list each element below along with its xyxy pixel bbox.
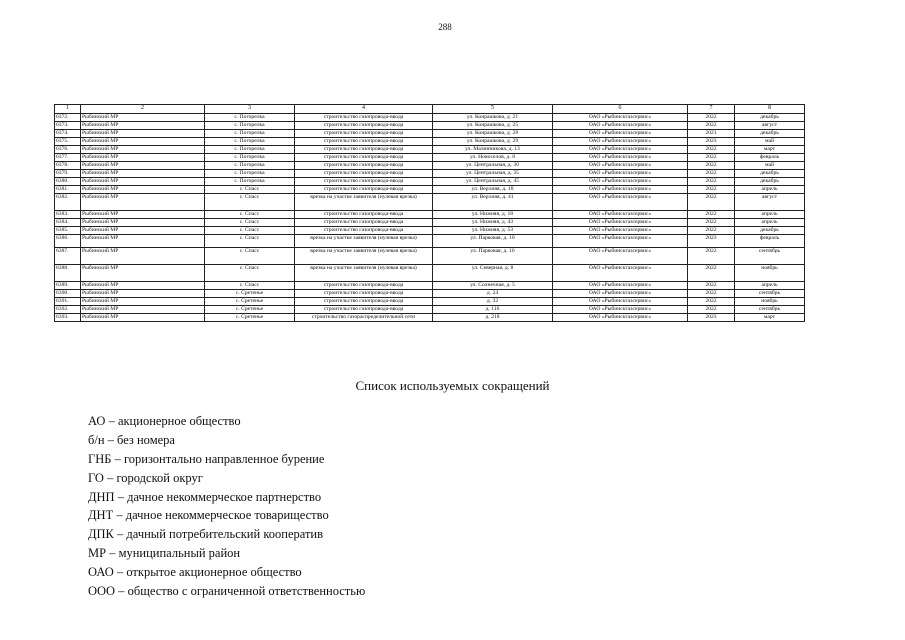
organization-cell: ОАО «Рыбинскгазсервис» <box>553 138 688 146</box>
district-cell: Рыбинский МР <box>81 306 205 314</box>
organization-cell: ОАО «Рыбинскгазсервис» <box>553 235 688 248</box>
year-cell: 2022 <box>688 282 735 290</box>
abbreviation-definition: без номера <box>117 432 175 447</box>
locality-cell: с. Погорелка <box>205 154 295 162</box>
month-cell: апрель <box>735 211 805 219</box>
work-type-cell: строительство газопровода-ввода <box>295 282 433 290</box>
district-cell: Рыбинский МР <box>81 186 205 194</box>
abbreviation-term: ГО <box>88 470 104 485</box>
work-type-cell: строительство газопровода-ввода <box>295 227 433 235</box>
month-cell: апрель <box>735 219 805 227</box>
district-cell: Рыбинский МР <box>81 146 205 154</box>
year-cell: 2022 <box>688 265 735 282</box>
work-type-cell: строительство газопровода-ввода <box>295 138 433 146</box>
row-number-cell: 6385. <box>55 227 81 235</box>
table-row <box>55 130 805 138</box>
district-cell: Рыбинский МР <box>81 282 205 290</box>
year-cell: 2022 <box>688 154 735 162</box>
work-type-cell: строительство газопровода-ввода <box>295 219 433 227</box>
month-cell: декабрь <box>735 130 805 138</box>
year-cell: 2022 <box>688 219 735 227</box>
year-cell: 2022 <box>688 186 735 194</box>
work-type-cell: врезка на участке заявителя (нулевая врезка) <box>295 265 433 282</box>
month-cell: декабрь <box>735 178 805 186</box>
page-number: 288 <box>438 22 452 32</box>
table-header-row <box>55 105 805 114</box>
work-type-cell: строительство газопровода-ввода <box>295 154 433 162</box>
abbreviation-item <box>88 469 365 488</box>
district-cell: Рыбинский МР <box>81 194 205 211</box>
month-cell: август <box>735 194 805 211</box>
district-cell: Рыбинский МР <box>81 248 205 265</box>
work-type-cell: строительство газораспределительной сети <box>295 314 433 322</box>
dash-separator: – <box>103 470 117 485</box>
abbreviation-item <box>88 506 365 525</box>
locality-cell: с. Погорелка <box>205 130 295 138</box>
work-type-cell: строительство газопровода-ввода <box>295 186 433 194</box>
organization-cell: ОАО «Рыбинскгазсервис» <box>553 186 688 194</box>
work-type-cell: строительство газопровода-ввода <box>295 178 433 186</box>
row-number-cell: 6387. <box>55 248 81 265</box>
address-cell: ул. Конрашкова, д. 29 <box>433 138 553 146</box>
column-header: 7 <box>688 105 735 114</box>
dash-separator: – <box>114 489 128 504</box>
year-cell: 2023 <box>688 314 735 322</box>
address-cell: д. 218 <box>433 314 553 322</box>
district-cell: Рыбинский МР <box>81 130 205 138</box>
row-number-cell: 6375. <box>55 138 81 146</box>
year-cell: 2022 <box>688 290 735 298</box>
abbreviation-term: АО <box>88 414 106 428</box>
row-number-cell: 6382. <box>55 194 81 211</box>
locality-cell: с. Спасс <box>205 248 295 265</box>
dash-separator: – <box>104 432 118 447</box>
row-number-cell: 6381. <box>55 186 81 194</box>
address-cell: ул. Парковая, д. 16 <box>433 248 553 265</box>
address-cell: ул. Нижняя, д. 43 <box>433 219 553 227</box>
year-cell: 2022 <box>688 194 735 211</box>
year-cell: 2022 <box>688 306 735 314</box>
address-cell: ул. Парковая, д. 10 <box>433 235 553 248</box>
row-number-cell: 6376. <box>55 146 81 154</box>
row-number-cell: 6378. <box>55 162 81 170</box>
month-cell: декабрь <box>735 114 805 122</box>
locality-cell: с. Погорелка <box>205 114 295 122</box>
organization-cell: ОАО «Рыбинскгазсервис» <box>553 178 688 186</box>
month-cell: август <box>735 122 805 130</box>
abbreviation-term: ДНТ <box>88 508 114 523</box>
month-cell: сентябрь <box>735 248 805 265</box>
table-row <box>55 122 805 130</box>
district-cell: Рыбинский МР <box>81 170 205 178</box>
year-cell: 2022 <box>688 298 735 306</box>
table-row <box>55 227 805 235</box>
row-number-cell: 6386. <box>55 235 81 248</box>
table-row <box>55 298 805 306</box>
district-cell: Рыбинский МР <box>81 235 205 248</box>
organization-cell: ОАО «Рыбинскгазсервис» <box>553 170 688 178</box>
organization-cell: ОАО «Рыбинскгазсервис» <box>553 248 688 265</box>
locality-cell: с. Спасс <box>205 227 295 235</box>
year-cell: 2022 <box>688 211 735 219</box>
district-cell: Рыбинский МР <box>81 114 205 122</box>
table-row <box>55 248 805 265</box>
address-cell: ул. Северная, д. 8 <box>433 265 553 282</box>
dash-separator: – <box>106 546 119 561</box>
table-row <box>55 306 805 314</box>
abbreviation-item <box>88 488 365 507</box>
district-cell: Рыбинский МР <box>81 211 205 219</box>
table-row <box>55 265 805 282</box>
column-header: 2 <box>81 105 205 114</box>
locality-cell: с. Погорелка <box>205 146 295 154</box>
work-type-cell: строительство газопровода-ввода <box>295 162 433 170</box>
year-cell: 2022 <box>688 114 735 122</box>
organization-cell: ОАО «Рыбинскгазсервис» <box>553 146 688 154</box>
row-number-cell: 6389. <box>55 282 81 290</box>
column-header: 8 <box>735 105 805 114</box>
work-type-cell: врезка на участке заявителя (нулевая врезка) <box>295 248 433 265</box>
locality-cell: с. Спасс <box>205 235 295 248</box>
abbreviation-item <box>88 431 365 450</box>
month-cell: май <box>735 138 805 146</box>
abbreviation-term: ООО <box>88 584 116 599</box>
abbreviation-term: ДПК <box>88 527 114 542</box>
row-number-cell: 6391. <box>55 298 81 306</box>
dash-separator: – <box>111 451 124 466</box>
abbreviation-definition: дачное некоммерческое партнерство <box>127 489 322 504</box>
abbreviation-term: ГНБ <box>88 451 112 466</box>
organization-cell: ОАО «Рыбинскгазсервис» <box>553 227 688 235</box>
row-number-cell: 6390. <box>55 290 81 298</box>
month-cell: ноябрь <box>735 265 805 282</box>
organization-cell: ОАО «Рыбинскгазсервис» <box>553 154 688 162</box>
address-cell: д. 32 <box>433 298 553 306</box>
row-number-cell: 6392. <box>55 306 81 314</box>
organization-cell: ОАО «Рыбинскгазсервис» <box>553 298 688 306</box>
abbreviation-definition: городской округ <box>116 470 203 485</box>
work-type-cell: строительство газопровода-ввода <box>295 130 433 138</box>
row-number-cell: 6393. <box>55 314 81 322</box>
locality-cell: с. Спасс <box>205 282 295 290</box>
row-number-cell: 6374. <box>55 130 81 138</box>
row-number-cell: 6380. <box>55 178 81 186</box>
column-header: 1 <box>55 105 81 114</box>
organization-cell: ОАО «Рыбинскгазсервис» <box>553 314 688 322</box>
organization-cell: ОАО «Рыбинскгазсервис» <box>553 122 688 130</box>
organization-cell: ОАО «Рыбинскгазсервис» <box>553 194 688 211</box>
locality-cell: с. Погорелка <box>205 170 295 178</box>
abbreviation-term: ДНП <box>88 489 115 504</box>
organization-cell: ОАО «Рыбинскгазсервис» <box>553 130 688 138</box>
month-cell: сентябрь <box>735 290 805 298</box>
month-cell: сентябрь <box>735 306 805 314</box>
address-cell: ул. Новоселов, д. 8 <box>433 154 553 162</box>
table-row <box>55 186 805 194</box>
district-cell: Рыбинский МР <box>81 227 205 235</box>
abbreviation-item <box>88 563 365 582</box>
work-type-cell: строительство газопровода-ввода <box>295 122 433 130</box>
table-row <box>55 138 805 146</box>
locality-cell: с. Погорелка <box>205 122 295 130</box>
table-row <box>55 235 805 248</box>
district-cell: Рыбинский МР <box>81 162 205 170</box>
abbreviation-definition: акционерное общество <box>117 414 241 428</box>
locality-cell: с. Погорелка <box>205 138 295 146</box>
abbreviations-title: Список используемых сокращений <box>355 378 550 393</box>
year-cell: 2022 <box>688 248 735 265</box>
abbreviation-term: ОАО <box>88 565 114 580</box>
abbreviation-item <box>88 450 365 469</box>
month-cell: март <box>735 314 805 322</box>
month-cell: декабрь <box>735 170 805 178</box>
abbreviation-definition: дачное некоммерческое товарищество <box>125 508 329 523</box>
table-row <box>55 290 805 298</box>
address-cell: д. 116 <box>433 306 553 314</box>
work-type-cell: строительство газопровода-ввода <box>295 146 433 154</box>
district-cell: Рыбинский МР <box>81 298 205 306</box>
abbreviation-term: б/н <box>88 432 105 447</box>
month-cell: апрель <box>735 186 805 194</box>
address-cell: ул. Конрашкова, д. 25 <box>433 122 553 130</box>
month-cell: февраль <box>735 235 805 248</box>
abbreviation-definition: горизонтально направленное бурение <box>123 451 325 466</box>
district-cell: Рыбинский МР <box>81 290 205 298</box>
dash-separator: – <box>113 508 126 523</box>
district-cell: Рыбинский МР <box>81 265 205 282</box>
work-type-cell: строительство газопровода-ввода <box>295 211 433 219</box>
address-cell: ул. Нижняя, д. 53 <box>433 227 553 235</box>
district-cell: Рыбинский МР <box>81 314 205 322</box>
district-cell: Рыбинский МР <box>81 154 205 162</box>
locality-cell: с. Сретенье <box>205 306 295 314</box>
year-cell: 2022 <box>688 227 735 235</box>
table-row <box>55 170 805 178</box>
abbreviation-item <box>88 582 365 601</box>
table-row <box>55 219 805 227</box>
organization-cell: ОАО «Рыбинскгазсервис» <box>553 306 688 314</box>
address-cell: ул. Солнечная, д. 5 <box>433 282 553 290</box>
dash-separator: – <box>113 565 127 580</box>
abbreviation-item <box>88 525 365 544</box>
month-cell: февраль <box>735 154 805 162</box>
dash-separator: – <box>105 414 118 428</box>
district-cell: Рыбинский МР <box>81 178 205 186</box>
work-type-cell: врезка на участке заявителя (нулевая врезка) <box>295 235 433 248</box>
address-cell: ул. Конрашкова, д. 28 <box>433 130 553 138</box>
column-header: 6 <box>553 105 688 114</box>
work-type-cell: строительство газопровода-ввода <box>295 290 433 298</box>
month-cell: ноябрь <box>735 298 805 306</box>
table-row <box>55 211 805 219</box>
year-cell: 2022 <box>688 122 735 130</box>
locality-cell: с. Спасс <box>205 219 295 227</box>
table-row <box>55 114 805 122</box>
month-cell: март <box>735 146 805 154</box>
column-header: 3 <box>205 105 295 114</box>
column-header: 4 <box>295 105 433 114</box>
address-cell: ул. Верхняя, д. 41 <box>433 194 553 211</box>
address-cell: ул. Верхняя, д. 18 <box>433 186 553 194</box>
abbreviation-item <box>88 412 365 431</box>
year-cell: 2021 <box>688 130 735 138</box>
year-cell: 2022 <box>688 178 735 186</box>
month-cell: декабрь <box>735 227 805 235</box>
organization-cell: ОАО «Рыбинскгазсервис» <box>553 290 688 298</box>
year-cell: 2022 <box>688 162 735 170</box>
work-type-cell: строительство газопровода-ввода <box>295 306 433 314</box>
table-row <box>55 146 805 154</box>
address-cell: ул. Нижняя, д. 18 <box>433 211 553 219</box>
row-number-cell: 6377. <box>55 154 81 162</box>
dash-separator: – <box>115 584 128 599</box>
address-cell: ул. Малинникова, д. 13 <box>433 146 553 154</box>
locality-cell: с. Погорелка <box>205 162 295 170</box>
abbreviation-definition: муниципальный район <box>118 546 241 561</box>
locality-cell: с. Спасс <box>205 186 295 194</box>
organization-cell: ОАО «Рыбинскгазсервис» <box>553 282 688 290</box>
abbreviation-definition: общество с ограниченной ответственностью <box>127 584 366 599</box>
address-cell: д. 24 <box>433 290 553 298</box>
district-cell: Рыбинский МР <box>81 219 205 227</box>
row-number-cell: 6379. <box>55 170 81 178</box>
address-cell: ул. Центральная, д. 30 <box>433 162 553 170</box>
address-cell: ул. Центральная, д. 45 <box>433 178 553 186</box>
row-number-cell: 6373. <box>55 122 81 130</box>
table-row <box>55 162 805 170</box>
row-number-cell: 6384. <box>55 219 81 227</box>
work-type-cell: строительство газопровода-ввода <box>295 170 433 178</box>
year-cell: 2022 <box>688 146 735 154</box>
gas-connection-table <box>54 104 805 322</box>
locality-cell: с. Спасс <box>205 265 295 282</box>
address-cell: ул. Центральная, д. 35 <box>433 170 553 178</box>
month-cell: май <box>735 162 805 170</box>
column-header: 5 <box>433 105 553 114</box>
work-type-cell: врезка на участке заявителя (нулевая врезка) <box>295 194 433 211</box>
row-number-cell: 6388. <box>55 265 81 282</box>
locality-cell: с. Спасс <box>205 211 295 219</box>
district-cell: Рыбинский МР <box>81 138 205 146</box>
table-row <box>55 194 805 211</box>
organization-cell: ОАО «Рыбинскгазсервис» <box>553 114 688 122</box>
abbreviations-list <box>88 412 365 601</box>
table-row <box>55 178 805 186</box>
row-number-cell: 6372. <box>55 114 81 122</box>
locality-cell: с. Сретенье <box>205 290 295 298</box>
work-type-cell: строительство газопровода-ввода <box>295 298 433 306</box>
month-cell: апрель <box>735 282 805 290</box>
abbreviation-definition: дачный потребительский кооператив <box>126 527 324 542</box>
table-row <box>55 314 805 322</box>
year-cell: 2023 <box>688 138 735 146</box>
organization-cell: ОАО «Рыбинскгазсервис» <box>553 162 688 170</box>
year-cell: 2023 <box>688 235 735 248</box>
work-type-cell: строительство газопровода-ввода <box>295 114 433 122</box>
table-row <box>55 154 805 162</box>
locality-cell: с. Спасс <box>205 194 295 211</box>
abbreviation-term: МР <box>88 546 107 561</box>
abbreviation-item <box>88 544 365 563</box>
dash-separator: – <box>113 527 127 542</box>
row-number-cell: 6383. <box>55 211 81 219</box>
locality-cell: с. Погорелка <box>205 178 295 186</box>
abbreviation-definition: открытое акционерное общество <box>126 565 302 580</box>
locality-cell: с. Сретенье <box>205 314 295 322</box>
table-row <box>55 282 805 290</box>
locality-cell: с. Сретенье <box>205 298 295 306</box>
district-cell: Рыбинский МР <box>81 122 205 130</box>
organization-cell: ОАО «Рыбинскгазсервис» <box>553 211 688 219</box>
organization-cell: ОАО «Рыбинскгазсервис» <box>553 219 688 227</box>
address-cell: ул. Конрашкова, д. 21 <box>433 114 553 122</box>
year-cell: 2022 <box>688 170 735 178</box>
organization-cell: ОАО «Рыбинскгазсервис» <box>553 265 688 282</box>
